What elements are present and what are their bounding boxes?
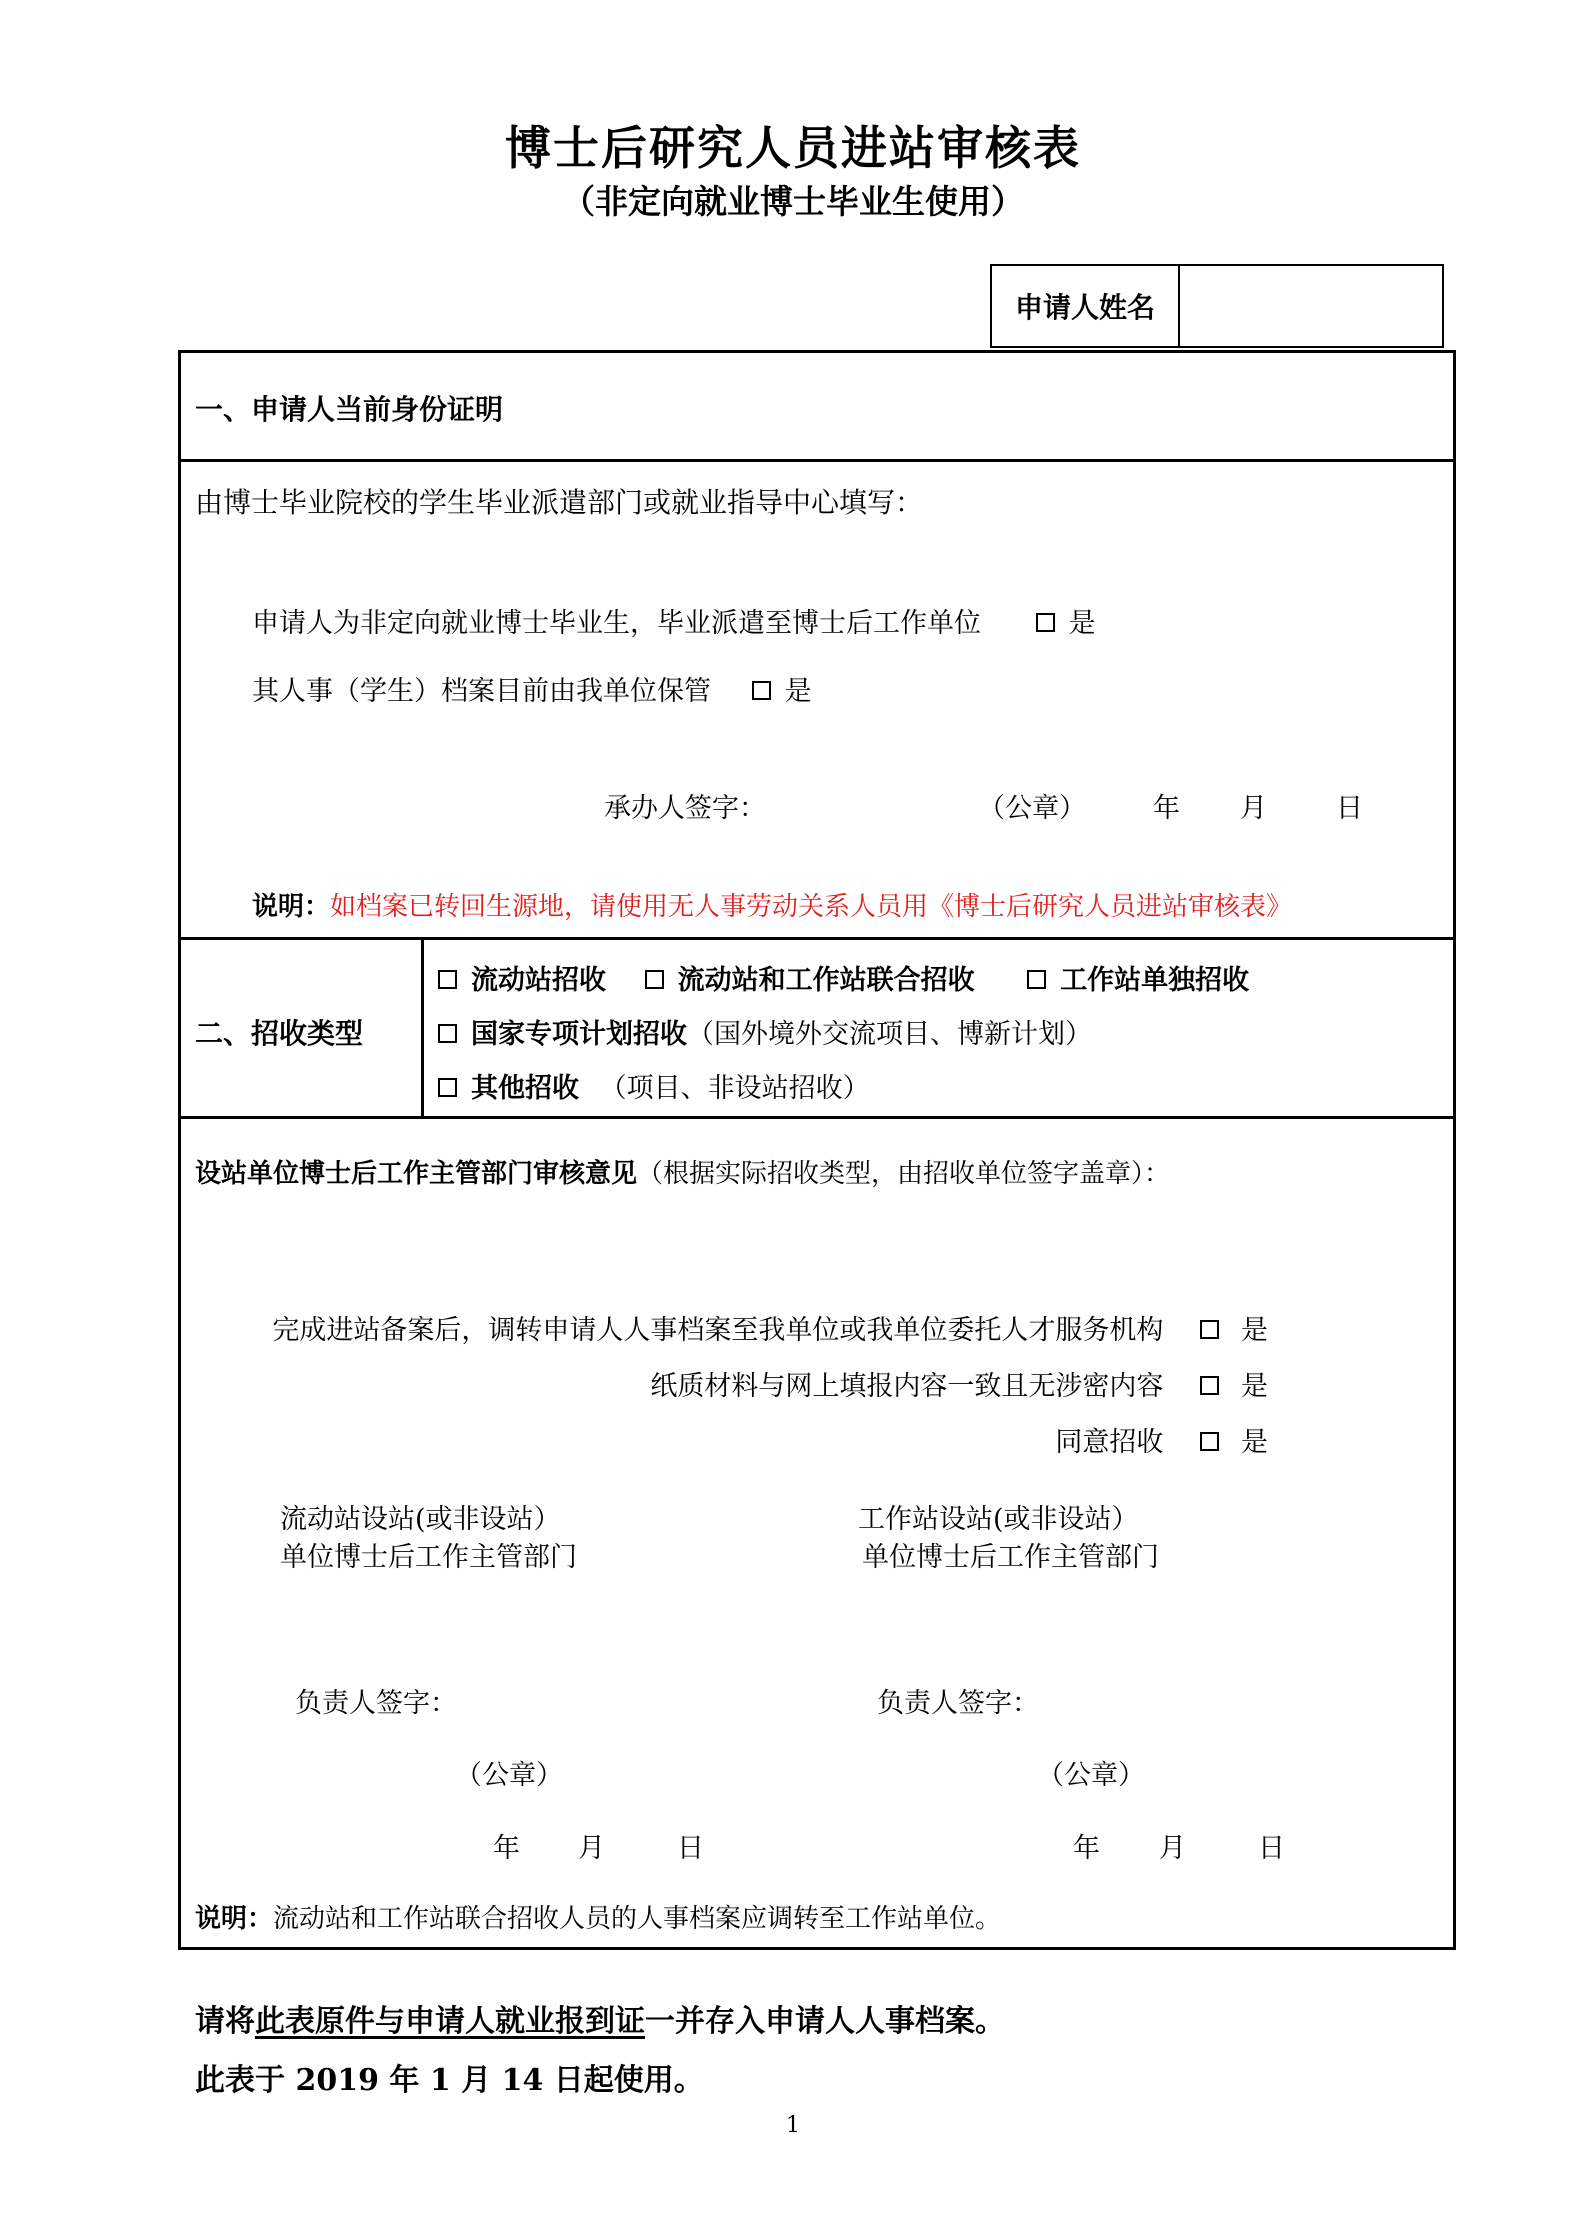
section2-heading: 二、招收类型	[195, 1017, 364, 1050]
section1-line1-text: 申请人为非定向就业博士毕业生，毕业派遣至博士后工作单位	[252, 608, 981, 639]
section1-line2-text: 其人事（学生）档案目前由我单位保管	[252, 676, 711, 707]
section3-heading-rest: （根据实际招收类型，由招收单位签字盖章）：	[637, 1159, 1171, 1189]
yes-label: 是	[1241, 1371, 1268, 1402]
note-text: 流动站和工作站联合招收人员的人事档案应调转至工作站单位。	[273, 1904, 1002, 1934]
note-label: 说明：	[195, 1904, 274, 1934]
note-text: 如档案已转回生源地，请使用无人事劳动关系人员用《博士后研究人员进站审核表》	[330, 892, 1293, 922]
section3-line3-text: 同意招收	[1055, 1427, 1164, 1458]
section1-year: 年	[1153, 793, 1180, 824]
section3-heading	[195, 1153, 1170, 1190]
section1-note	[252, 886, 1292, 923]
checkbox[interactable]	[438, 970, 457, 989]
footer-line2: 此表于 2019 年 1 月 14 日起使用。	[195, 2063, 704, 2098]
right-month: 月	[1159, 1833, 1186, 1864]
section1-intro: 由博士毕业院校的学生毕业派遣部门或就业指导中心填写：	[195, 486, 924, 519]
divider	[178, 1116, 1456, 1119]
left-month: 月	[578, 1833, 605, 1864]
yes-label: 是	[1241, 1315, 1268, 1346]
option-label: 流动站和工作站联合招收	[677, 965, 975, 996]
section3-line1	[272, 1308, 1268, 1347]
left-year: 年	[493, 1833, 520, 1864]
footer-line1-b: 一并存入申请人人事档案。	[645, 2004, 1005, 2039]
section1-month: 月	[1240, 793, 1267, 824]
checkbox[interactable]	[438, 1078, 457, 1097]
section3-line2-text: 纸质材料与网上填报内容一致且无涉密内容	[650, 1371, 1164, 1402]
checkbox[interactable]	[1200, 1376, 1219, 1395]
option-note: （国外境外交流项目、博新计划）	[687, 1019, 1092, 1050]
left-unit-line1: 流动站设站(或非设站）	[280, 1504, 561, 1535]
checkbox[interactable]	[645, 970, 664, 989]
section1-line2	[252, 669, 812, 708]
section3-note	[195, 1898, 1001, 1935]
left-unit-line2: 单位博士后工作主管部门	[280, 1542, 577, 1573]
section1-line1	[252, 601, 1096, 640]
section3-line1-text: 完成进站备案后，调转申请人人事档案至我单位或我单位委托人才服务机构	[272, 1315, 1164, 1346]
applicant-name-field[interactable]	[1180, 266, 1442, 346]
checkbox[interactable]	[752, 681, 771, 700]
checkbox[interactable]	[1036, 613, 1055, 632]
divider	[178, 937, 1456, 940]
right-day: 日	[1258, 1833, 1285, 1864]
option-label: 其他招收	[471, 1073, 579, 1104]
checkbox[interactable]	[1027, 970, 1046, 989]
option-note: （项目、非设站招收）	[599, 1073, 870, 1104]
yes-label: 是	[1068, 608, 1096, 639]
right-unit-line1: 工作站设站(或非设站）	[858, 1504, 1139, 1535]
checkbox[interactable]	[1200, 1432, 1219, 1451]
page-subtitle: （非定向就业博士毕业生使用）	[562, 182, 1024, 221]
left-seal: （公章）	[455, 1760, 563, 1791]
note-label: 说明：	[252, 892, 331, 922]
applicant-name-box	[990, 264, 1444, 348]
left-day: 日	[677, 1833, 704, 1864]
option-label: 国家专项计划招收	[471, 1019, 687, 1050]
yes-label: 是	[784, 676, 812, 707]
footer-line1	[195, 1996, 1005, 2040]
yes-label: 是	[1241, 1427, 1268, 1458]
divider	[421, 937, 424, 1119]
divider	[178, 459, 1456, 462]
recruit-type-row2	[438, 1012, 1092, 1051]
section1-heading: 一、申请人当前身份证明	[195, 393, 504, 426]
section1-seal: （公章）	[978, 793, 1086, 824]
applicant-name-label: 申请人姓名	[992, 266, 1180, 346]
page-title: 博士后研究人员进站审核表	[505, 121, 1081, 175]
recruit-type-row1	[438, 958, 1249, 997]
option-label: 工作站单独招收	[1060, 965, 1250, 996]
footer-line1-underlined: 此表原件与申请人就业报到证	[255, 2004, 645, 2039]
section3-line3	[1055, 1420, 1268, 1459]
right-unit-line2: 单位博士后工作主管部门	[862, 1542, 1159, 1573]
right-seal: （公章）	[1037, 1760, 1145, 1791]
option-label: 流动站招收	[471, 965, 606, 996]
footer-line1-a: 请将	[195, 2004, 255, 2039]
page-number: 1	[786, 2113, 800, 2138]
recruit-type-row3	[438, 1066, 870, 1105]
left-signer-label: 负责人签字：	[295, 1688, 457, 1719]
section1-day: 日	[1336, 793, 1363, 824]
right-year: 年	[1073, 1833, 1100, 1864]
checkbox[interactable]	[438, 1024, 457, 1043]
checkbox[interactable]	[1200, 1320, 1219, 1339]
section1-signer-label: 承办人签字：	[604, 793, 766, 824]
section3-line2	[650, 1364, 1268, 1403]
right-signer-label: 负责人签字：	[877, 1688, 1039, 1719]
section3-heading-bold: 设站单位博士后工作主管部门审核意见	[195, 1159, 638, 1189]
